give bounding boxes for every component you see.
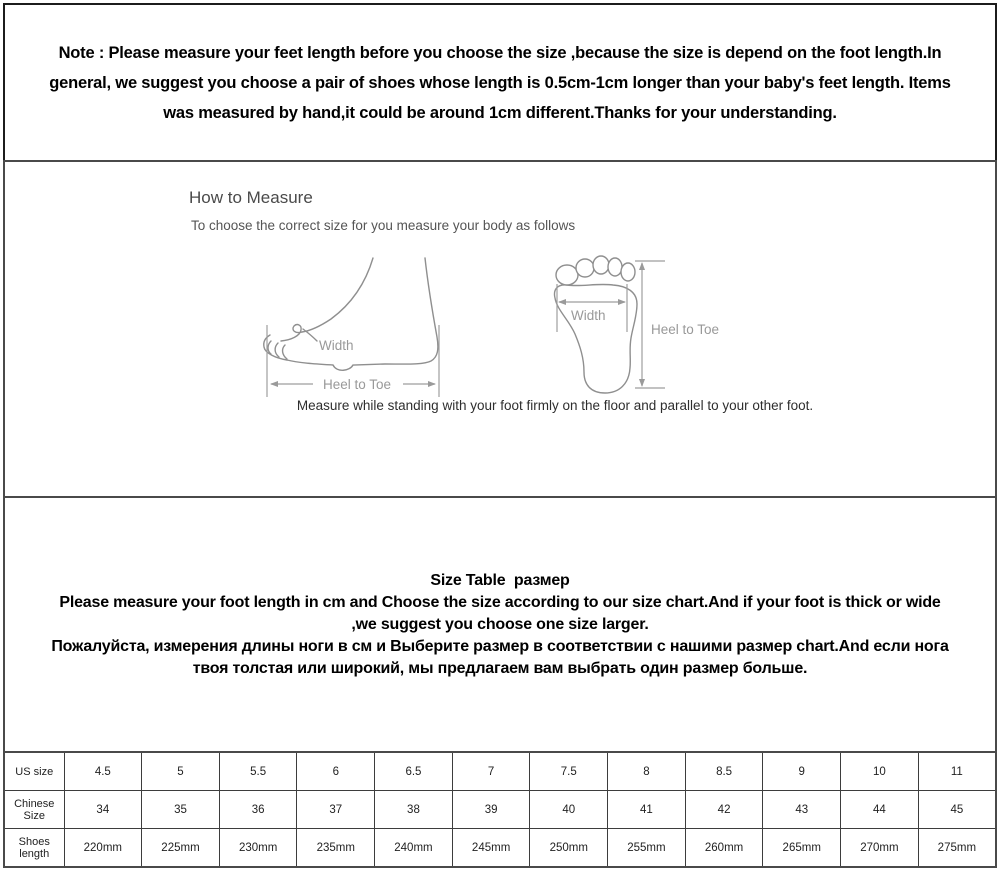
note-line-2: general, we suggest you choose a pair of shoes whose length is 0.5cm-1cm longer than your baby's feet length. Items	[49, 73, 951, 92]
foot-sole-diagram	[547, 254, 747, 399]
row-label: Shoes length	[4, 829, 64, 868]
measure-caption: Measure while standing with your foot firmly on the floor and parallel to your other foot.	[296, 398, 814, 413]
size-cell: 6.5	[375, 752, 453, 791]
size-cell: 37	[297, 791, 375, 829]
size-cell: 43	[763, 791, 841, 829]
sole-heel-to-toe-label: Heel to Toe	[651, 322, 720, 337]
size-cell: 45	[918, 791, 996, 829]
size-cell: 7	[452, 752, 530, 791]
size-cell: 7.5	[530, 752, 608, 791]
how-to-measure-title: How to Measure	[189, 188, 313, 207]
size-note-line-3: Пожалуйста, измерения длины ноги в см и Выберите размер в соответствии с нашими размер chart.And если нога	[51, 637, 949, 655]
size-note-line-2: ,we suggest you choose one size larger.	[351, 615, 649, 633]
size-cell: 240mm	[375, 829, 453, 868]
size-cell: 245mm	[452, 829, 530, 868]
note-line-1: Note : Please measure your feet length before you choose the size ,because the size is depend on the foot length.In	[58, 43, 942, 62]
foot-sole-outline	[555, 256, 638, 393]
size-cell: 8	[608, 752, 686, 791]
size-cell: 260mm	[685, 829, 763, 868]
size-table-title: Size Table размер	[430, 571, 570, 589]
size-chart-table	[3, 751, 997, 868]
size-cell: 44	[841, 791, 919, 829]
table-row	[4, 752, 996, 791]
size-cell: 220mm	[64, 829, 142, 868]
size-cell: 265mm	[763, 829, 841, 868]
note-line-3: was measured by hand,it could be around 1cm different.Thanks for your understanding.	[163, 103, 837, 122]
foot-side-outline	[264, 258, 438, 370]
size-cell: 34	[64, 791, 142, 829]
size-cell: 250mm	[530, 829, 608, 868]
size-cell: 40	[530, 791, 608, 829]
size-cell: 35	[142, 791, 220, 829]
table-row	[4, 791, 996, 829]
row-label: Chinese Size	[4, 791, 64, 829]
size-cell: 42	[685, 791, 763, 829]
size-cell: 9	[763, 752, 841, 791]
note-section	[3, 3, 997, 162]
size-cell: 41	[608, 791, 686, 829]
row-label: US size	[4, 752, 64, 791]
size-cell: 5	[142, 752, 220, 791]
size-note-line-4: твоя толстая или широкий, мы предлагаем вам выбрать один размер больше.	[192, 659, 808, 677]
size-cell: 10	[841, 752, 919, 791]
size-table-note-section	[3, 496, 997, 753]
size-cell: 11	[918, 752, 996, 791]
note-text	[15, 38, 985, 128]
side-width-label: Width	[319, 338, 354, 353]
how-to-measure-section	[3, 160, 997, 498]
side-heel-to-toe-label: Heel to Toe	[322, 377, 392, 392]
size-cell: 225mm	[142, 829, 220, 868]
size-note-line-1: Please measure your foot length in cm and Choose the size according to our size chart.And if your foot is thick or wide	[59, 593, 941, 611]
size-cell: 230mm	[219, 829, 297, 868]
sole-width-label: Width	[571, 308, 606, 323]
size-cell: 6	[297, 752, 375, 791]
size-cell: 8.5	[685, 752, 763, 791]
size-cell: 5.5	[219, 752, 297, 791]
size-cell: 36	[219, 791, 297, 829]
table-row	[4, 829, 996, 868]
size-cell: 275mm	[918, 829, 996, 868]
how-to-measure-subtitle: To choose the correct size for you measure your body as follows	[191, 218, 576, 233]
foot-side-diagram	[257, 257, 447, 402]
size-cell: 39	[452, 791, 530, 829]
size-cell: 38	[375, 791, 453, 829]
size-cell: 255mm	[608, 829, 686, 868]
size-cell: 235mm	[297, 829, 375, 868]
size-cell: 4.5	[64, 752, 142, 791]
size-cell: 270mm	[841, 829, 919, 868]
